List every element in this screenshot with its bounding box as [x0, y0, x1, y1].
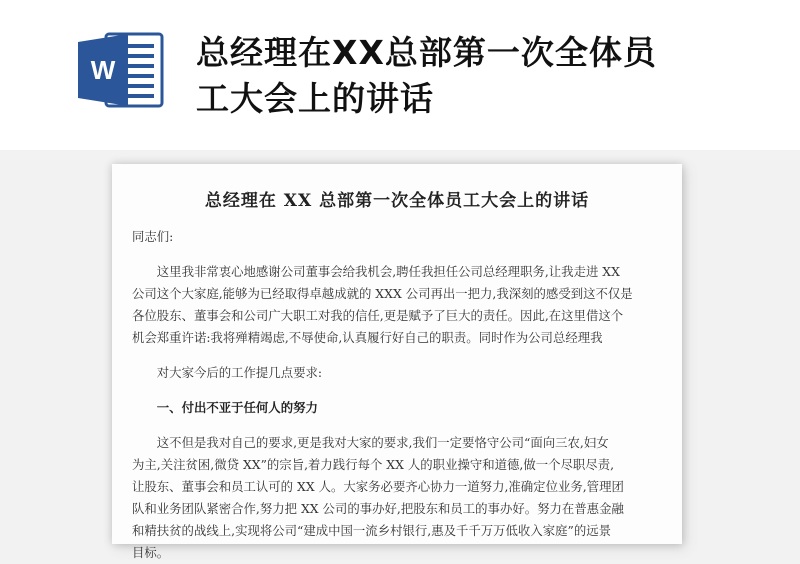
paragraph-line: 这里我非常衷心地感谢公司董事会给我机会,聘任我担任公司总经理职务,让我走进 XX: [156, 264, 620, 279]
page-title-line-1: 总经理在XX总部第一次全体员: [196, 33, 657, 72]
paragraph-line: 为主,关注贫困,微贷 XX”的宗旨,着力践行每个 XX 人的职业操守和道德,做一个尽职尽责,: [132, 457, 615, 472]
paragraph-line: 队和业务团队紧密合作,努力把 XX 公司的事办好,把股东和员工的事办好。努力在普惠金融: [132, 501, 624, 516]
page-title-line-2: 工大会上的讲话: [196, 79, 434, 118]
paragraph-line: 公司这个大家庭,能够为已经取得卓越成就的 XXX 公司再出一把力,我深刻的感受到这不仅是: [132, 286, 633, 301]
section-1-title: 一、付出不亚于任何人的努力: [156, 400, 318, 415]
word-document-icon: [76, 30, 166, 110]
paragraph-2: 对大家今后的工作提几点要求:: [156, 365, 323, 380]
paragraph-1: [132, 261, 664, 349]
page-title: [196, 30, 756, 122]
logo-letter: W: [90, 55, 116, 85]
document-page: [112, 164, 682, 560]
salutation: 同志们:: [132, 229, 174, 244]
document-heading: 总经理在 XX 总部第一次全体员工大会上的讲话: [204, 191, 590, 211]
paragraph-line: 让股东、董事会和员工认可的 XX 人。大家务必要齐心协力一道努力,准确定位业务,管理团: [132, 479, 624, 494]
paragraph-line: 和精扶贫的战线上,实现将公司“建成中国一流乡村银行,惠及千千万万低收入家庭”的远景: [132, 523, 611, 538]
paragraph-line: 目标。: [132, 545, 170, 560]
document-body: [132, 226, 664, 564]
paragraph-line: 各位股东、董事会和公司广大职工对我的信任,更是赋予了巨大的责任。因此,在这里借这个: [132, 308, 624, 323]
paragraph-line: 这不但是我对自己的要求,更是我对大家的要求,我们一定要恪守公司“面向三农,妇女: [156, 435, 609, 450]
paragraph-line: 机会郑重许诺:我将殚精竭虑,不辱使命,认真履行好自己的职责。同时作为公司总经理我: [132, 330, 603, 345]
paragraph-3: [132, 432, 664, 564]
